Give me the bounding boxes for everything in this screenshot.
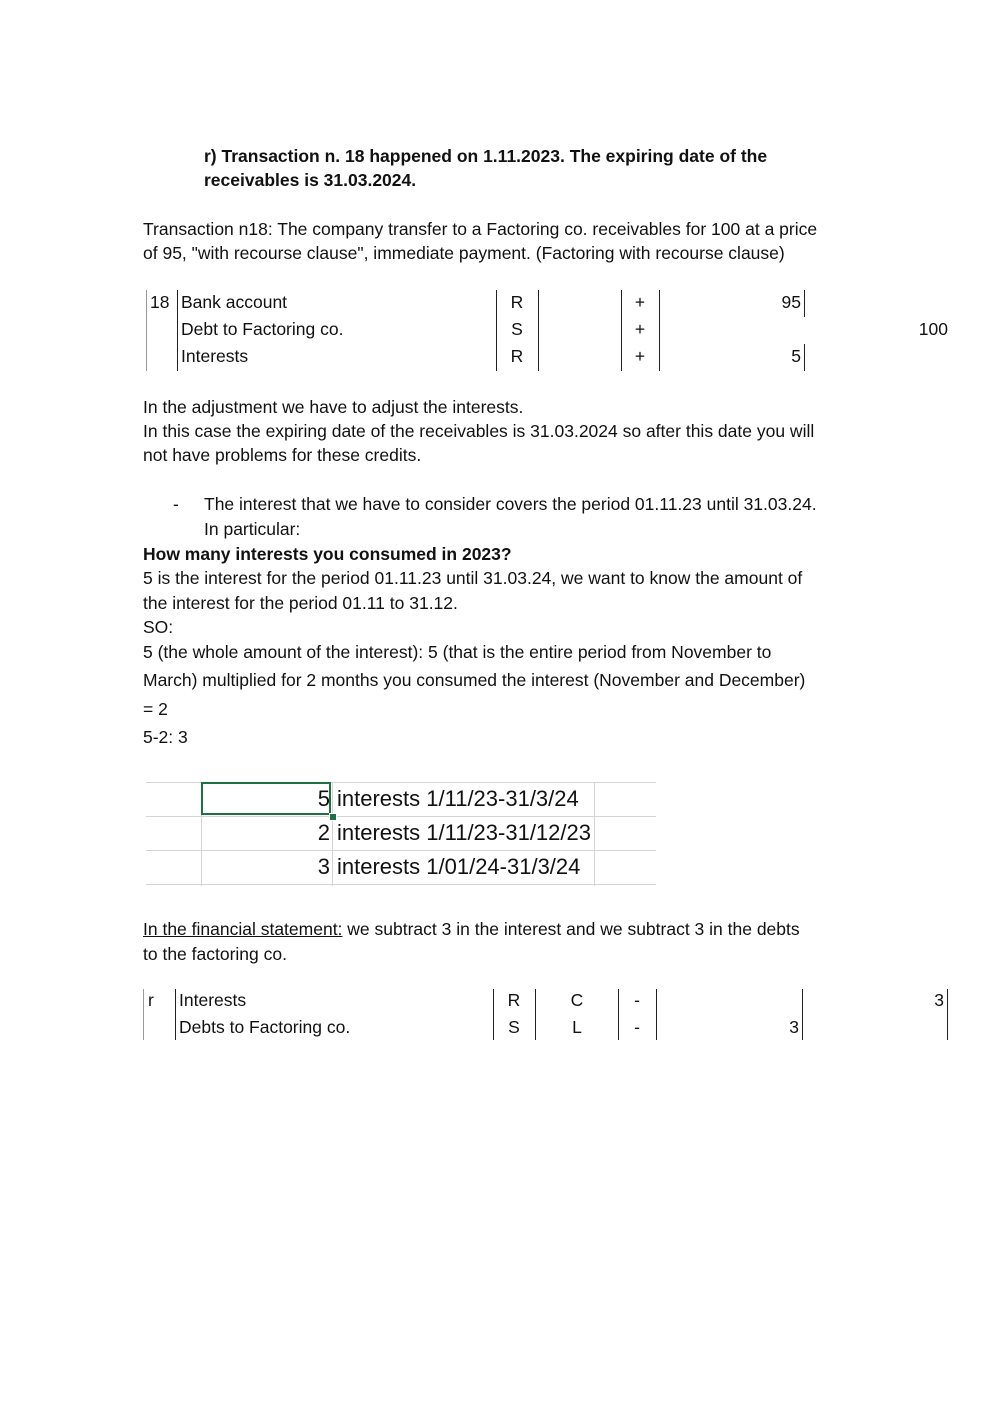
sheet-cell-value[interactable]: 2 — [317, 820, 330, 845]
explanation-line-7: 5-2: 3 — [143, 727, 188, 747]
sign: - — [634, 1017, 640, 1037]
explanation-line-2: the interest for the period 01.11 to 31.12. — [143, 593, 458, 613]
adjustment-line-1: In the adjustment we have to adjust the interests. — [143, 397, 524, 417]
explanation-line-6: = 2 — [143, 699, 168, 719]
explanation-line-1: 5 is the interest for the period 01.11.23 until 31.03.24, we want to know the amount of — [143, 568, 803, 588]
journal-row — [0, 1014, 1000, 1041]
journal-row — [0, 987, 1000, 1014]
financial-statement-label: In the financial statement: — [143, 919, 343, 939]
financial-statement-text: we subtract 3 in the interest and we subtract 3 in the debts — [342, 919, 800, 939]
account-name: Interests — [179, 990, 247, 1010]
sheet-cell-value[interactable]: 5 — [317, 786, 330, 811]
adjustment-line-3: not have problems for these credits. — [143, 445, 422, 465]
financial-statement-line-2: to the factoring co. — [143, 944, 287, 964]
account-type: S — [511, 319, 523, 339]
account-category: L — [572, 1017, 582, 1037]
journal-row — [0, 316, 1000, 343]
account-type: R — [510, 292, 524, 312]
credit-amount: 100 — [918, 319, 948, 339]
account-name: Interests — [181, 346, 249, 366]
account-name: Debt to Factoring co. — [181, 319, 344, 339]
bullet-line-1: The interest that we have to consider covers the period 01.11.23 until 31.03.24. — [204, 494, 817, 514]
grid-line — [332, 782, 333, 886]
debit-amount: 5 — [791, 346, 801, 366]
sheet-cell-label[interactable]: interests 1/01/24-31/3/24 — [337, 854, 581, 879]
bullet-marker: - — [173, 494, 179, 514]
journal-row — [0, 289, 1000, 316]
debit-amount: 95 — [781, 292, 801, 312]
account-type: S — [508, 1017, 520, 1037]
sheet-cell-label[interactable]: interests 1/11/23-31/3/24 — [337, 786, 579, 811]
account-name: Bank account — [181, 292, 288, 312]
sign: + — [634, 346, 646, 366]
entry-label: r — [148, 990, 154, 1010]
sign: + — [634, 292, 646, 312]
financial-statement-line-1 — [143, 917, 800, 942]
account-type: R — [510, 346, 524, 366]
explanation-line-5: March) multiplied for 2 months you consumed the interest (November and December) — [143, 670, 806, 690]
explanation-line-3: SO: — [143, 617, 174, 637]
intro-line-1: Transaction n18: The company transfer to a Factoring co. receivables for 100 at a price — [143, 219, 818, 239]
fill-handle[interactable] — [329, 813, 337, 821]
sign: + — [634, 319, 646, 339]
transaction-number: 18 — [150, 292, 170, 312]
account-category: C — [570, 990, 584, 1010]
bullet-line-2: In particular: — [204, 519, 301, 539]
account-name: Debts to Factoring co. — [179, 1017, 351, 1037]
sign: - — [634, 990, 640, 1010]
sheet-cell-label[interactable]: interests 1/11/23-31/12/23 — [337, 820, 591, 845]
sheet-cell-value[interactable]: 3 — [317, 854, 330, 879]
section-heading-line-2: receivables is 31.03.2024. — [204, 170, 417, 190]
grid-line — [146, 884, 656, 885]
question-heading: How many interests you consumed in 2023? — [143, 544, 512, 564]
explanation-line-4: 5 (the whole amount of the interest): 5 (that is the entire period from November to — [143, 642, 772, 662]
intro-line-2: of 95, "with recourse clause", immediate payment. (Factoring with recourse clause) — [143, 243, 785, 263]
adjustment-line-2: In this case the expiring date of the receivables is 31.03.2024 so after this date you will — [143, 421, 815, 441]
section-heading-line-1: r) Transaction n. 18 happened on 1.11.2023. The expiring date of the — [204, 146, 768, 166]
grid-line — [594, 782, 595, 886]
journal-row — [0, 343, 1000, 370]
spreadsheet-snippet — [146, 782, 656, 886]
credit-amount: 3 — [934, 990, 944, 1010]
account-type: R — [507, 990, 521, 1010]
debit-amount: 3 — [789, 1017, 799, 1037]
